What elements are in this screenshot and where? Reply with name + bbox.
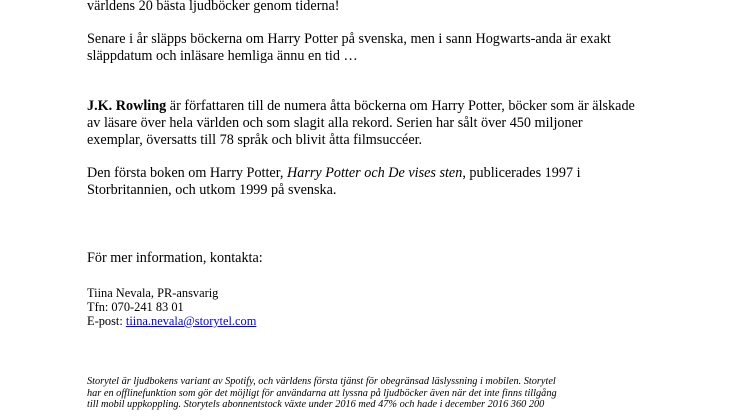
footer-text-2: har en offlinefunktion som gör det möjligt för användarna att lyssna på ljudböcker även när det inte finns tillgång (87, 387, 557, 399)
footer-text-3-end: Storytels abonnentstock växte under 2016 med 47% och hade i december 2016 360 200 (181, 399, 545, 410)
contact-name-role (87, 286, 218, 300)
author-line-3: exemplar, översatts till 78 språk och blivit åtta filmsuccéer. (87, 132, 423, 148)
intro-line (87, 0, 340, 15)
contact-phone-text: Tfn: 070-241 83 01 (87, 300, 184, 314)
footer-line-2 (87, 388, 557, 400)
email-label: E-post: (87, 314, 126, 328)
first-book-before: Den första boken om Harry Potter, (87, 165, 287, 181)
first-book-line-2: Storbritannien, och utkom 1999 på svenska. (87, 182, 337, 198)
author-paragraph-line-2 (87, 115, 583, 132)
contact-name-text: Tiina Nevala, PR-ansvarig (87, 286, 219, 300)
footer-text-3-start: till mobil uppkoppling. (87, 399, 182, 410)
release-text-1: Senare i år släpps böckerna om Harry Potter på svenska, men i sann Hogwarts-anda är exakt (87, 31, 611, 47)
contact-email (87, 314, 256, 328)
author-line-1-rest: är författaren till de numera åtta böckerna om Harry Potter, böcker som är älskade (166, 98, 635, 114)
contact-phone (87, 300, 184, 314)
first-book-paragraph-line-1 (87, 165, 581, 182)
footer-line-1 (87, 376, 556, 388)
more-info-line (87, 250, 263, 267)
author-paragraph-line-3 (87, 132, 422, 149)
intro-text: världens 20 bästa ljudböcker genom tiderna! (87, 0, 340, 14)
release-paragraph-line-1 (87, 31, 611, 48)
release-paragraph-line-2 (87, 48, 358, 65)
author-name: J.K. Rowling (87, 98, 167, 114)
footer-line-3 (87, 399, 544, 411)
footer-text-1: Storytel är ljudbokens variant av Spotify, och världens första tjänst för obegränsad läslyssning i mobilen. Storytel (87, 376, 556, 387)
release-text-2: släppdatum och inläsare hemliga ännu en tid … (87, 48, 358, 64)
author-paragraph-line-1 (87, 98, 635, 115)
book-title: Harry Potter och De vises sten (286, 165, 463, 181)
author-line-2: av läsare över hela världen och som slagit alla rekord. Serien har sålt över 450 miljoner (87, 115, 583, 131)
first-book-after: , publicerades 1997 i (462, 165, 581, 181)
first-book-paragraph-line-2 (87, 182, 336, 199)
email-link[interactable]: tiina.nevala@storytel.com (125, 314, 257, 328)
more-info-text: För mer information, kontakta: (87, 250, 263, 266)
